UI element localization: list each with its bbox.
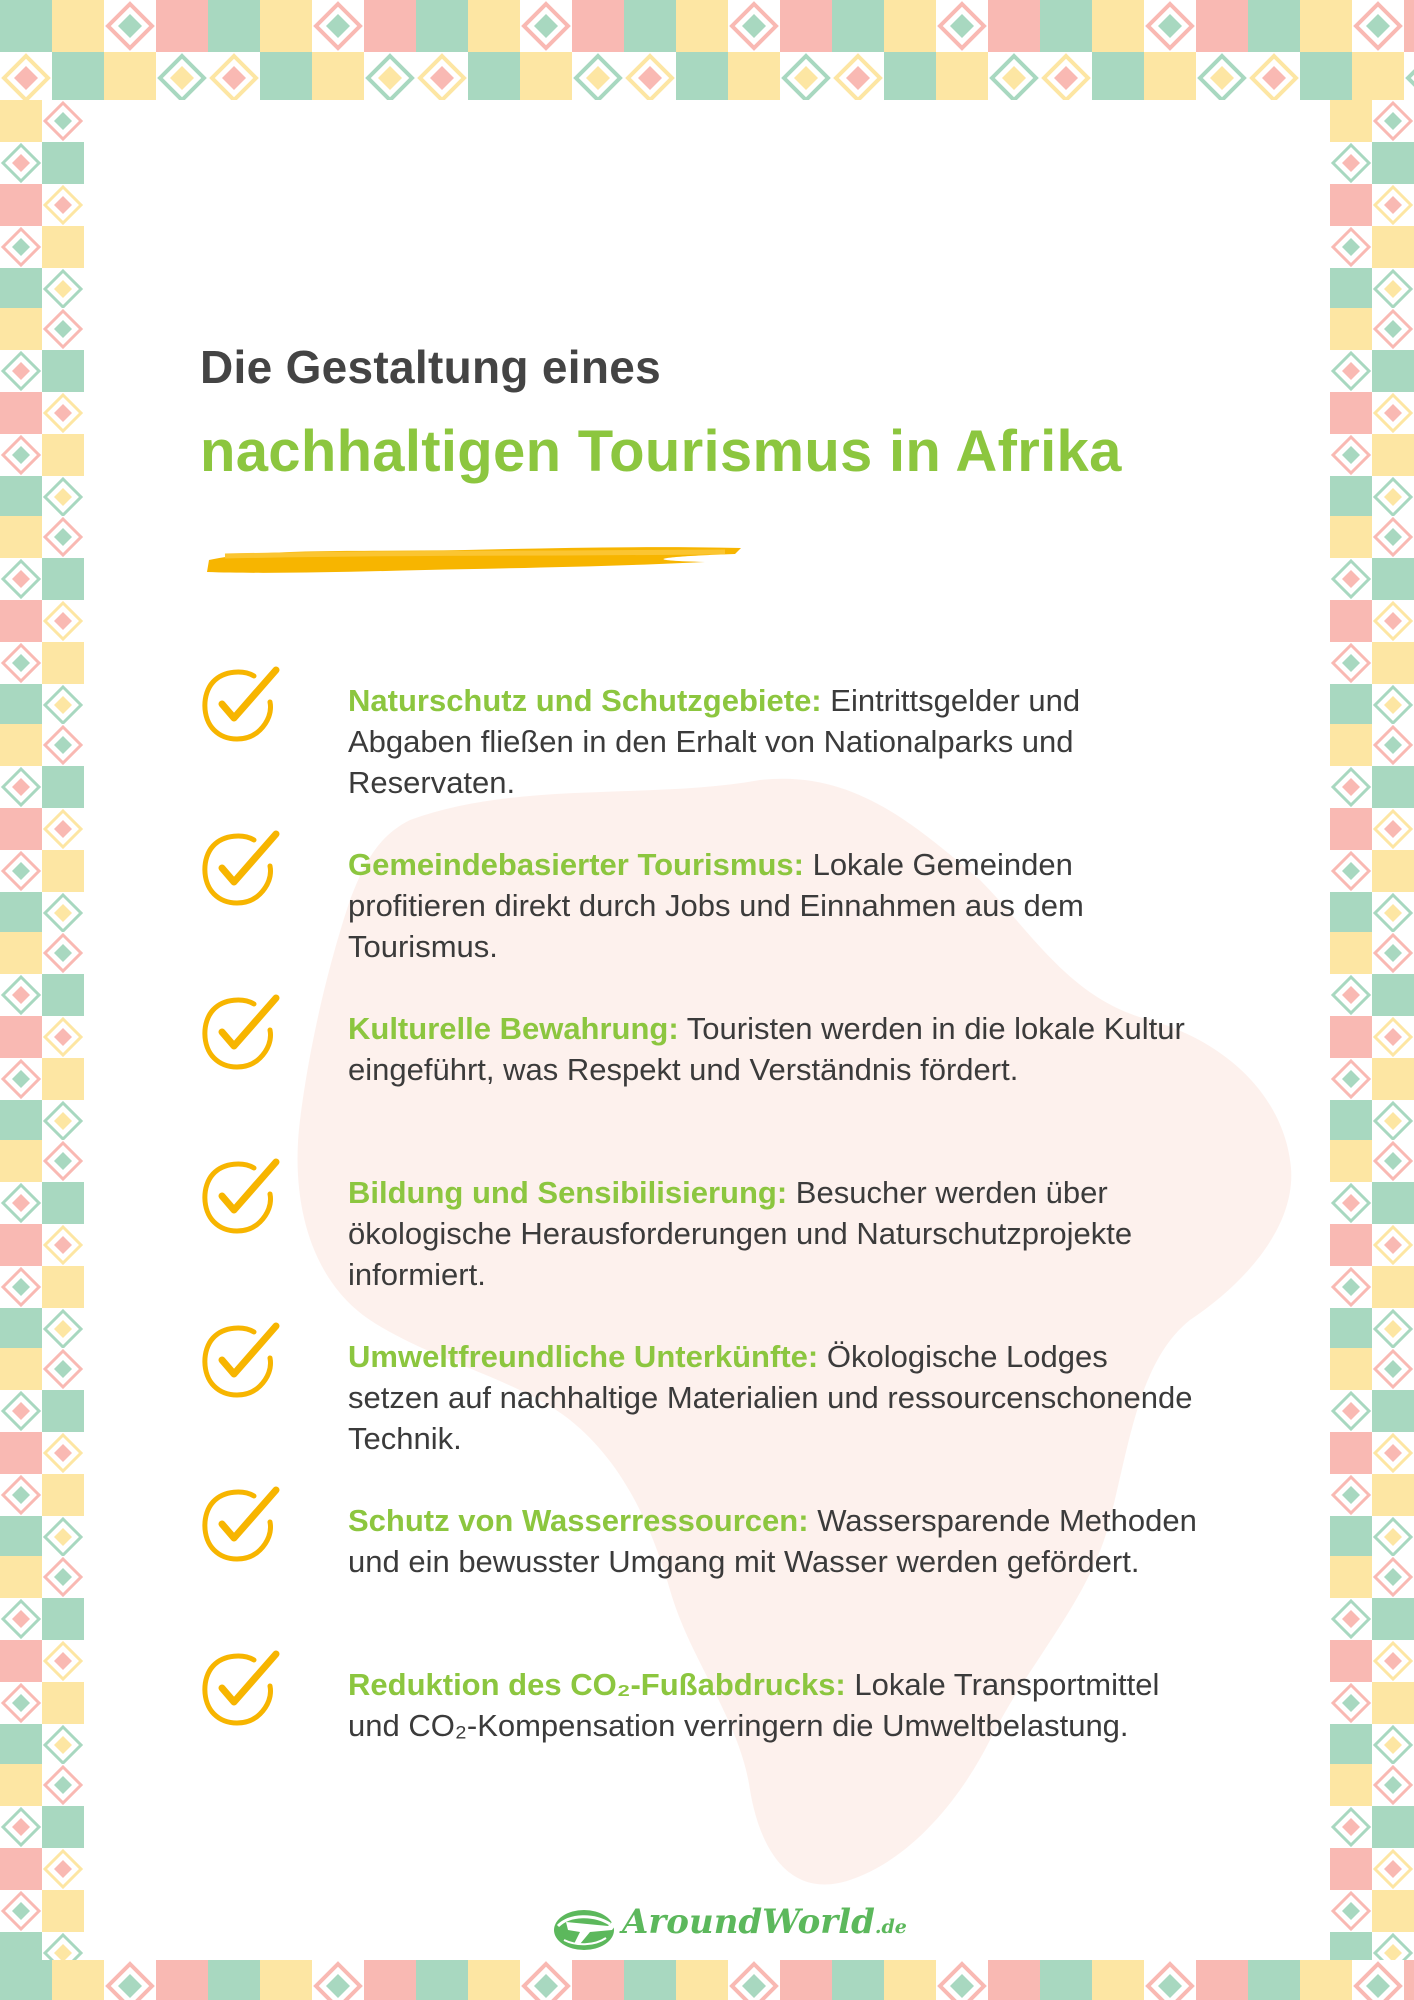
benefit-description: Lokale Gemeinden profitieren direkt durch Jobs und Einnahmen aus dem Tourismus. xyxy=(348,847,1084,964)
checkmark-circle-icon xyxy=(196,1484,280,1568)
benefit-title: Gemeindebasierter Tourismus: xyxy=(348,847,804,882)
airplane-globe-icon xyxy=(550,1900,620,1956)
logo-tld: .de xyxy=(874,1916,907,1938)
benefit-title: Naturschutz und Schutzgebiete: xyxy=(348,683,822,718)
benefit-title: Umweltfreundliche Unterkünfte: xyxy=(348,1339,819,1374)
pattern-border-right xyxy=(1330,100,1414,1960)
benefit-description: Eintrittsgelder und Abgaben fließen in den Erhalt von Nationalparks und Reservaten. xyxy=(348,683,1081,800)
list-item xyxy=(196,1172,1206,1336)
benefit-description: Wassersparende Methoden und ein bewusster Umgang mit Wasser werden gefördert. xyxy=(348,1503,1197,1579)
benefit-list xyxy=(196,680,1206,1828)
list-item xyxy=(196,844,1206,1008)
list-item xyxy=(196,680,1206,844)
page-title-line2: nachhaltigen Tourismus in Afrika xyxy=(200,419,1122,484)
benefit-description: Lokale Transportmittel und CO₂-Kompensation verringern die Umweltbelastung. xyxy=(348,1667,1160,1743)
benefit-description: Besucher werden über ökologische Herausforderungen und Naturschutzprojekte informiert. xyxy=(348,1175,1133,1292)
aroundworld-logo[interactable] xyxy=(550,1900,907,1956)
pattern-border-left xyxy=(0,100,84,1960)
page-title-line1: Die Gestaltung eines xyxy=(200,341,662,393)
benefit-title: Schutz von Wasserressourcen: xyxy=(348,1503,809,1538)
pattern-border-top xyxy=(0,0,1414,100)
benefit-title: Bildung und Sensibilisierung: xyxy=(348,1175,788,1210)
checkmark-circle-icon xyxy=(196,828,280,912)
list-item xyxy=(196,1664,1206,1828)
checkmark-circle-icon xyxy=(196,992,280,1076)
checkmark-circle-icon xyxy=(196,1320,280,1404)
checkmark-circle-icon xyxy=(196,1648,280,1732)
list-item xyxy=(196,1008,1206,1172)
brush-stroke-underline xyxy=(205,538,743,576)
checkmark-circle-icon xyxy=(196,664,280,748)
checkmark-circle-icon xyxy=(196,1156,280,1240)
list-item xyxy=(196,1500,1206,1664)
list-item xyxy=(196,1336,1206,1500)
benefit-title: Reduktion des CO₂-Fußabdrucks: xyxy=(348,1667,846,1702)
pattern-border-bottom xyxy=(0,1960,1414,2000)
logo-wordmark: AroundWorld xyxy=(622,1902,875,1942)
benefit-title: Kulturelle Bewahrung: xyxy=(348,1011,679,1046)
benefit-description: Ökologische Lodges setzen auf nachhaltige Materialien und ressourcenschonende Technik. xyxy=(348,1339,1193,1456)
benefit-description: Touristen werden in die lokale Kultur eingeführt, was Respekt und Verständnis fördert. xyxy=(348,1011,1185,1087)
